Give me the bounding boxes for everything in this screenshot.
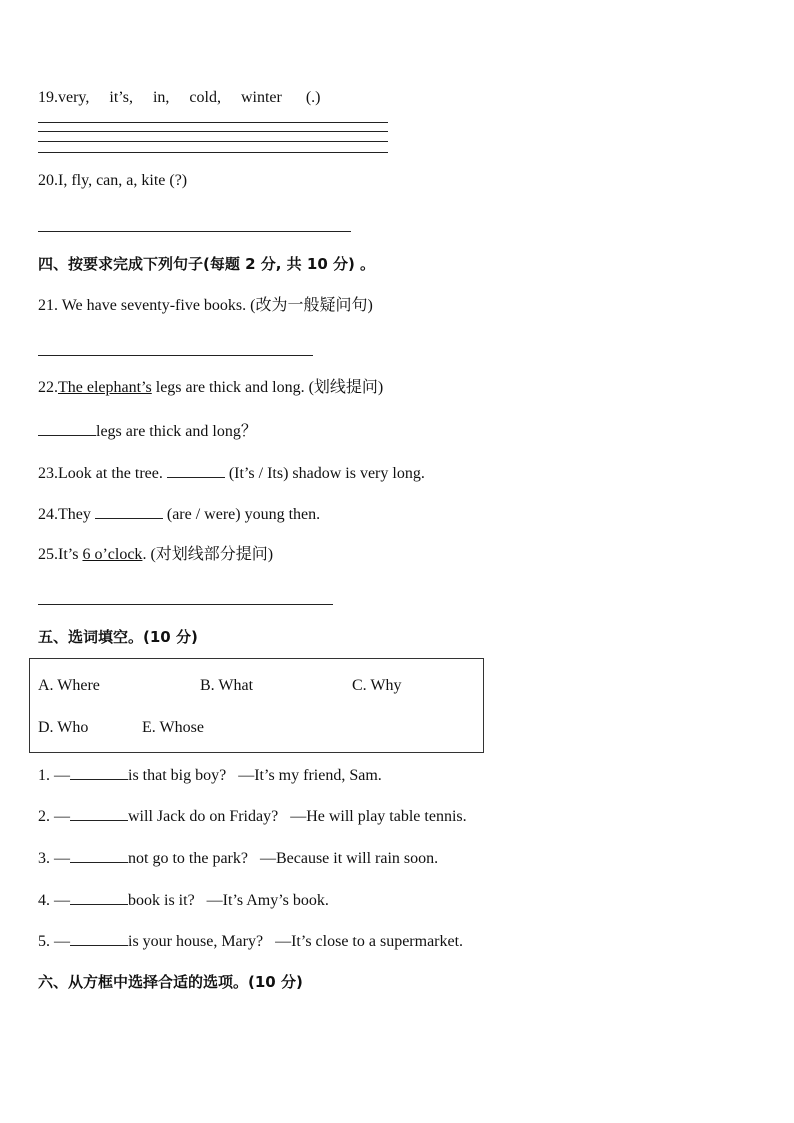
section-6-heading: 六、从方框中选择合适的选项。(10 分) <box>38 973 303 991</box>
item-answer: —Because it will rain soon. <box>259 850 439 867</box>
item-question: is your house, Mary? <box>128 933 264 950</box>
answer-line[interactable] <box>38 355 313 356</box>
question-25 <box>38 545 273 565</box>
question-24 <box>38 504 320 525</box>
blank[interactable] <box>70 765 128 780</box>
fill-item-5 <box>38 931 463 952</box>
answer-line[interactable] <box>38 604 333 605</box>
question-23 <box>38 463 425 484</box>
question-22 <box>38 378 383 398</box>
blank[interactable] <box>95 504 163 519</box>
blank[interactable] <box>167 463 225 478</box>
underlined-phrase: 6 o’clock <box>82 546 143 563</box>
blank[interactable] <box>70 806 128 821</box>
question-number: 25. <box>38 546 58 563</box>
fill-item-1 <box>38 765 382 786</box>
fill-item-3 <box>38 848 438 869</box>
question-text: They <box>58 506 95 523</box>
option-b: B. What <box>200 677 254 694</box>
item-number: 2. — <box>38 808 70 825</box>
question-22-answer <box>38 421 257 442</box>
option-a: A. Where <box>38 677 100 694</box>
item-question: is that big boy? <box>128 767 227 784</box>
option-c: C. Why <box>352 677 402 694</box>
question-text: legs are thick and long. (划线提问) <box>151 379 384 396</box>
question-text: I, fly, can, a, kite (?) <box>58 172 188 189</box>
blank[interactable] <box>70 890 128 905</box>
question-text: (It’s / Its) shadow is very long. <box>224 465 425 482</box>
underlined-phrase: The elephant’s <box>58 379 152 396</box>
question-20 <box>38 171 187 191</box>
blank[interactable] <box>70 848 128 863</box>
item-question: not go to the park? <box>128 850 248 867</box>
item-answer: —He will play table tennis. <box>290 808 467 825</box>
blank[interactable] <box>70 931 128 946</box>
item-number: 5. — <box>38 933 70 950</box>
answer-line[interactable] <box>38 131 388 132</box>
answer-line[interactable] <box>38 122 388 123</box>
option-e: E. Whose <box>142 719 204 736</box>
item-question: book is it? <box>128 892 195 909</box>
question-number: 23. <box>38 465 58 482</box>
question-text: Look at the tree. <box>58 465 167 482</box>
section-4-heading: 四、按要求完成下列句子(每题 2 分, 共 10 分) 。 <box>38 255 376 273</box>
question-text: very, it’s, in, cold, winter (.) <box>58 89 321 106</box>
question-number: 22. <box>38 379 58 396</box>
question-number: 24. <box>38 506 58 523</box>
question-number: 20. <box>38 172 58 189</box>
question-text: (are / were) young then. <box>162 506 321 523</box>
answer-line[interactable] <box>38 141 388 142</box>
question-number: 21. <box>38 297 58 314</box>
section-5-heading: 五、选词填空。(10 分) <box>38 628 198 646</box>
item-number: 1. — <box>38 767 70 784</box>
answer-line[interactable] <box>38 231 351 232</box>
item-answer: —It’s close to a supermarket. <box>275 933 464 950</box>
question-text: We have seventy-five books. (改为一般疑问句) <box>58 297 373 314</box>
question-21 <box>38 296 373 316</box>
fill-item-4 <box>38 890 329 911</box>
word-bank-box <box>29 658 484 753</box>
fill-item-2 <box>38 806 467 827</box>
question-number: 19. <box>38 89 58 106</box>
item-number: 4. — <box>38 892 70 909</box>
item-answer: —It’s my friend, Sam. <box>238 767 382 784</box>
question-text: It’s <box>58 546 83 563</box>
item-answer: —It’s Amy’s book. <box>206 892 329 909</box>
item-question: will Jack do on Friday? <box>128 808 279 825</box>
item-number: 3. — <box>38 850 70 867</box>
question-19 <box>38 88 320 108</box>
option-d: D. Who <box>38 719 89 736</box>
blank[interactable] <box>38 421 96 436</box>
question-text: . (对划线部分提问) <box>142 546 274 563</box>
answer-text: legs are thick and long？ <box>96 423 257 440</box>
answer-line[interactable] <box>38 152 388 153</box>
